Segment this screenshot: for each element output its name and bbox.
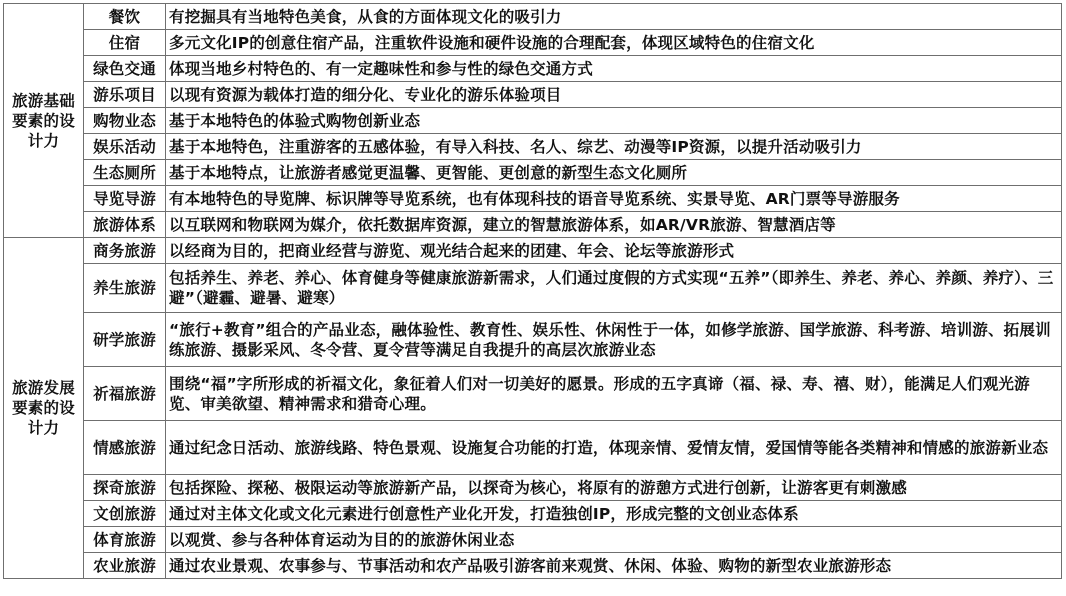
item-cell: 导览导游 [84, 186, 166, 212]
table-row [4, 82, 1062, 108]
desc-cell: 基于本地特色的体验式购物创新业态 [166, 108, 1062, 134]
table-row [4, 4, 1062, 30]
item-cell: 绿色交通 [84, 56, 166, 82]
item-cell: 游乐项目 [84, 82, 166, 108]
desc-cell: 围绕“福”字所形成的祈福文化，象征着人们对一切美好的愿景。形成的五字真谛（福、禄、寿、禧、财），能满足人们观光游览、审美欲望、精神需求和猎奇心理。 [166, 367, 1062, 421]
desc-cell: 以现有资源为载体打造的细分化、专业化的游乐体验项目 [166, 82, 1062, 108]
table-row [4, 30, 1062, 56]
item-cell: 餐饮 [84, 4, 166, 30]
desc-cell: 基于本地特点，让旅游者感觉更温馨、更智能、更创意的新型生态文化厕所 [166, 160, 1062, 186]
desc-cell: 有本地特色的导览牌、标识牌等导览系统，也有体现科技的语音导览系统、实景导览、AR门票等导游服务 [166, 186, 1062, 212]
desc-cell: 以经商为目的，把商业经营与游览、观光结合起来的团建、年会、论坛等旅游形式 [166, 238, 1062, 264]
item-cell: 商务旅游 [84, 238, 166, 264]
table-row [4, 108, 1062, 134]
desc-cell: 以观赏、参与各种体育运动为目的的旅游休闲业态 [166, 527, 1062, 553]
desc-cell: 体现当地乡村特色的、有一定趣味性和参与性的绿色交通方式 [166, 56, 1062, 82]
item-cell: 探奇旅游 [84, 475, 166, 501]
item-cell: 农业旅游 [84, 553, 166, 579]
desc-cell: 基于本地特色，注重游客的五感体验，有导入科技、名人、综艺、动漫等IP资源，以提升活动吸引力 [166, 134, 1062, 160]
tourism-design-table [3, 3, 1062, 579]
table-row [4, 134, 1062, 160]
table-row [4, 367, 1062, 421]
table-row [4, 186, 1062, 212]
item-cell: 体育旅游 [84, 527, 166, 553]
desc-cell: 通过农业景观、农事参与、节事活动和农产品吸引游客前来观赏、休闲、体验、购物的新型农业旅游形态 [166, 553, 1062, 579]
table-row [4, 160, 1062, 186]
tourism-design-table-container [3, 3, 1061, 591]
table-row [4, 475, 1062, 501]
table-row [4, 313, 1062, 367]
group-cell-development [4, 238, 84, 579]
item-cell: 娱乐活动 [84, 134, 166, 160]
table-row [4, 553, 1062, 579]
desc-cell: 多元文化IP的创意住宿产品，注重软件设施和硬件设施的合理配套，体现区域特色的住宿文化 [166, 30, 1062, 56]
item-cell: 养生旅游 [84, 264, 166, 313]
item-cell: 祈福旅游 [84, 367, 166, 421]
table-row [4, 421, 1062, 475]
desc-cell: 包括养生、养老、养心、体育健身等健康旅游新需求，人们通过度假的方式实现“五养”（即养生、养老、养心、养颜、养疗）、三避”（避霾、避暑、避寒） [166, 264, 1062, 313]
item-cell: 情感旅游 [84, 421, 166, 475]
item-cell: 生态厕所 [84, 160, 166, 186]
desc-cell: 以互联网和物联网为媒介，依托数据库资源，建立的智慧旅游体系，如AR/VR旅游、智慧酒店等 [166, 212, 1062, 238]
group-label: 旅游发展要素的设计力 [12, 379, 75, 437]
desc-cell: 包括探险、探秘、极限运动等旅游新产品，以探奇为核心，将原有的游憩方式进行创新，让游客更有刺激感 [166, 475, 1062, 501]
table-row [4, 264, 1062, 313]
item-cell: 旅游体系 [84, 212, 166, 238]
desc-cell: “旅行+教育”组合的产品业态，融体验性、教育性、娱乐性、休闲性于一体，如修学旅游、国学旅游、科考游、培训游、拓展训练旅游、摄影采风、冬令营、夏令营等满足自我提升的高层次旅游业态 [166, 313, 1062, 367]
table-row [4, 527, 1062, 553]
item-cell: 购物业态 [84, 108, 166, 134]
table-row [4, 56, 1062, 82]
desc-cell: 通过对主体文化或文化元素进行创意性产业化开发，打造独创IP，形成完整的文创业态体系 [166, 501, 1062, 527]
table-row [4, 212, 1062, 238]
desc-cell: 通过纪念日活动、旅游线路、特色景观、设施复合功能的打造，体现亲情、爱情友情，爱国情等能各类精神和情感的旅游新业态 [166, 421, 1062, 475]
item-cell: 文创旅游 [84, 501, 166, 527]
item-cell: 住宿 [84, 30, 166, 56]
table-row [4, 501, 1062, 527]
table-row [4, 238, 1062, 264]
desc-cell: 有挖掘具有当地特色美食，从食的方面体现文化的吸引力 [166, 4, 1062, 30]
group-label: 旅游基础要素的设计力 [12, 91, 75, 150]
group-cell-basic [4, 4, 84, 238]
item-cell: 研学旅游 [84, 313, 166, 367]
